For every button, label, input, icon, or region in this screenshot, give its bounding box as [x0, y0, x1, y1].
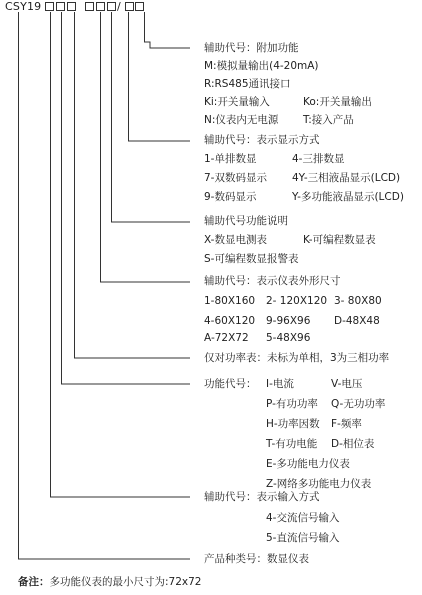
item-switch-output: Ko:开关量输出 [303, 96, 372, 108]
code-box-4 [86, 3, 94, 11]
size-5: 5-48X96 [266, 332, 311, 344]
size-a: A-72X72 [204, 332, 249, 344]
item-phase-meter: D-相位表 [331, 438, 375, 450]
size-d: D-48X48 [334, 315, 380, 327]
bracket-input [51, 12, 191, 497]
bracket-size [101, 12, 191, 282]
item-dual-digital: 7-双数码显示 [204, 172, 267, 184]
item-switch-input: Ki:开关量输入 [204, 96, 270, 108]
size-2: 2- 120X120 [266, 295, 328, 307]
item-digital-display: 9-数码显示 [204, 191, 257, 203]
model-slash: / [117, 0, 121, 13]
heading-display-mode: 辅助代号：表示显示方式 [204, 134, 320, 146]
item-active-energy: T-有功电能 [266, 438, 318, 450]
item-three-row: 4-三排数显 [292, 153, 345, 165]
note-text: 多功能仪表的最小尺寸为:72x72 [49, 576, 202, 588]
heading-function-code: 功能代号： [204, 378, 257, 390]
code-box-6 [108, 3, 116, 11]
heading-size: 辅助代号：表示仪表外形尺寸 [204, 275, 341, 287]
item-no-power: N:仪表内无电源 [204, 114, 279, 126]
item-power-factor: H-功率因数 [266, 418, 320, 430]
item-programmable-alarm: S-可编程数显报警表 [204, 253, 299, 265]
bracket-aux1 [145, 12, 191, 48]
code-box-2 [57, 3, 65, 11]
item-single-row: 1-单排数显 [204, 153, 257, 165]
item-ac-input: 4-交流信号输入 [266, 512, 340, 524]
heading-aux-function: 辅助代号：附加功能 [204, 42, 299, 54]
code-box-1 [46, 3, 54, 11]
note [18, 576, 201, 589]
code-box-8 [136, 3, 144, 11]
item-three-phase-lcd: 4Y-三相液晶显示(LCD) [292, 172, 401, 184]
bracket-display [129, 12, 191, 141]
size-9: 9-96X96 [266, 315, 311, 327]
heading-product-category: 产品种类号：数显仪表 [204, 553, 309, 565]
size-3: 3- 80X80 [334, 295, 382, 307]
bracket-func-desc [112, 12, 191, 222]
item-multi-lcd: Y-多功能液晶显示(LCD) [292, 191, 404, 203]
item-active-power: P-有功功率 [266, 398, 318, 410]
item-network-multi-power: Z-网络多功能电力仪表 [266, 478, 372, 490]
item-frequency: F-频率 [331, 418, 362, 430]
bracket-power [75, 12, 191, 358]
note-label: 备注： [18, 576, 50, 588]
bracket-function [62, 12, 191, 384]
model-prefix: CSY19 [5, 0, 42, 13]
item-rs485: R:RS485通讯接口 [204, 78, 291, 90]
item-multi-power: E-多功能电力仪表 [266, 458, 350, 470]
size-4: 4-60X120 [204, 315, 256, 327]
heading-func-desc: 辅助代号功能说明 [204, 215, 288, 227]
size-1: 1-80X160 [204, 295, 256, 307]
item-reactive-power: Q-无功功率 [331, 398, 386, 410]
item-connect-product: T:接入产品 [303, 114, 354, 126]
code-box-7 [126, 3, 134, 11]
heading-input-mode: 辅助代号：表示输入方式 [204, 491, 320, 503]
item-analog-output: M:模拟量输出(4-20mA) [204, 60, 319, 72]
bracket-product [19, 12, 191, 559]
heading-power: 仅对功率表：未标为单相，3为三相功率 [204, 352, 390, 364]
item-current: I-电流 [266, 378, 294, 390]
code-box-5 [97, 3, 105, 11]
item-digital-meter: X-数显电测表 [204, 234, 267, 246]
code-box-3 [68, 3, 76, 11]
item-voltage: V-电压 [331, 378, 363, 390]
item-programmable-meter: K-可编程数显表 [303, 234, 376, 246]
item-dc-input: 5-直流信号输入 [266, 532, 340, 544]
